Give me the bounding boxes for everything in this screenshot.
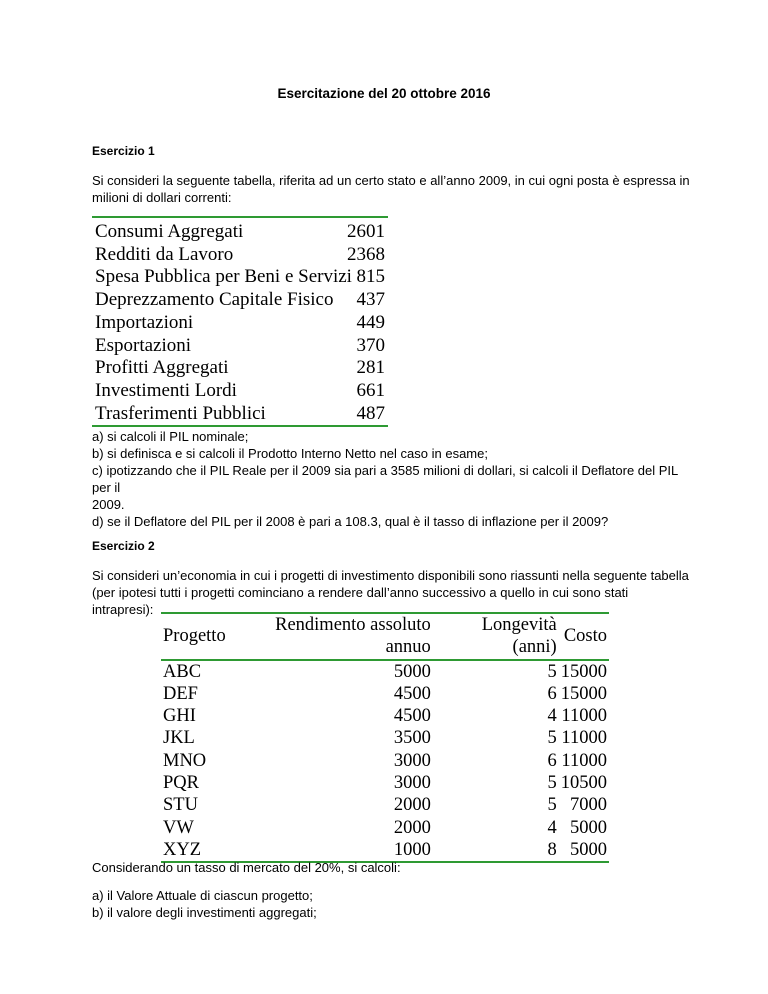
exercise-2-question-a: a) il Valore Attuale di ciascun progetto; [92,888,313,903]
exercise-2-intro-line-1: Si consideri un’economia in cui i progetti di investimento disponibili sono riassunti nella seguente tabella [92,568,689,583]
table-row [161,660,609,683]
cell-rendimento: 4500 [393,706,431,727]
row-label: Esportazioni [95,334,192,356]
exercise-2-heading: Esercizio 2 [92,539,155,553]
table-header-row [161,614,609,660]
table-row [92,357,388,380]
exercise-1-question-b: b) si definisca e si calcoli il Prodotto Interno Netto nel caso in esame; [92,446,488,461]
column-header-rendimento: Rendimento assoluto annuo [228,614,433,660]
row-value: 661 [356,379,385,401]
table-row [92,403,388,426]
row-label: Redditi da Lavoro [95,243,234,265]
row-value: 2601 [347,221,385,242]
row-label: Importazioni [95,311,194,333]
cell-progetto: XYZ [163,839,202,860]
table-row [161,794,609,816]
table-row [161,683,609,705]
cell-costo: 5000 [570,839,607,860]
exercise-1-heading: Esercizio 1 [92,144,155,158]
row-label: Consumi Aggregati [95,221,244,242]
cell-longevita: 5 [547,661,557,682]
cell-progetto: ABC [163,661,202,682]
cell-rendimento: 3500 [393,728,431,749]
cell-longevita: 5 [547,728,557,749]
column-header-progetto: Progetto [161,614,228,660]
cell-costo: 15000 [560,683,607,704]
cell-costo: 15000 [560,661,607,682]
row-value: 370 [356,334,385,356]
exercise-2-rate-statement: Considerando un tasso di mercato del 20%, si calcoli: [92,860,401,875]
table-row [92,380,388,403]
cell-rendimento: 5000 [393,661,431,682]
table-row [92,266,388,289]
exercise-1-intro-line-2: milioni di dollari correnti: [92,190,232,205]
exercise-1-question-c-line-2: 2009. [92,497,125,512]
cell-rendimento: 2000 [393,817,431,838]
exercise-2-intro-line-2: (per ipotesi tutti i progetti cominciano a rendere dall’anno successivo a quello in cui sono stati intrapresi): [92,585,629,617]
investment-projects-table [161,612,609,863]
column-header-longevita: Longevità (anni) [433,614,559,660]
row-value: 437 [356,289,385,311]
row-label: Spesa Pubblica per Beni e Servizi [95,266,352,288]
exercise-2-intro [92,567,692,618]
table-row [92,335,388,358]
cell-progetto: DEF [163,683,198,704]
row-value: 815 [356,266,385,288]
table-row [161,839,609,861]
cell-progetto: PQR [163,773,199,794]
row-label: Profitti Aggregati [95,357,229,379]
row-value: 281 [356,357,385,379]
cell-longevita: 4 [547,706,557,727]
cell-progetto: VW [163,817,194,838]
table-row [161,817,609,839]
national-accounts-table [92,216,388,427]
cell-rendimento: 3000 [393,773,431,794]
row-value: 2368 [347,243,385,265]
cell-longevita: 8 [547,839,557,860]
cell-longevita: 4 [547,817,557,838]
cell-progetto: MNO [163,750,207,771]
table-row [161,705,609,727]
row-value: 487 [356,402,385,424]
cell-costo: 7000 [570,795,607,816]
cell-rendimento: 2000 [393,795,431,816]
cell-longevita: 5 [547,773,557,794]
exercise-1-question-a: a) si calcoli il PIL nominale; [92,429,249,444]
exercise-1-questions [92,428,692,530]
exercise-1-intro [92,172,692,206]
row-label: Investimenti Lordi [95,379,237,401]
cell-costo: 11000 [561,750,607,771]
cell-longevita: 6 [547,750,557,771]
table-row [92,312,388,335]
cell-rendimento: 1000 [393,839,431,860]
cell-progetto: JKL [163,728,195,749]
cell-costo: 11000 [561,706,607,727]
cell-progetto: STU [163,795,198,816]
cell-costo: 5000 [570,817,607,838]
cell-rendimento: 3000 [393,750,431,771]
cell-longevita: 5 [547,795,557,816]
exercise-2-question-b: b) il valore degli investimenti aggregati; [92,905,317,920]
row-value: 449 [356,311,385,333]
table-row [161,750,609,772]
exercise-1-intro-line-1: Si consideri la seguente tabella, riferita ad un certo stato e all’anno 2009, in cui ogni posta è espressa in [92,173,690,188]
cell-costo: 11000 [561,728,607,749]
table-row [92,289,388,312]
column-header-costo: Costo [559,614,609,660]
table-row [92,244,388,267]
exercise-1-question-c-line-1: c) ipotizzando che il PIL Reale per il 2009 sia pari a 3585 milioni di dollari, si calcoli il Deflatore del PIL per il [92,463,678,495]
table-row [161,772,609,794]
table-row [161,727,609,749]
exercise-1-question-d: d) se il Deflatore del PIL per il 2008 è pari a 108.3, qual è il tasso di inflazione per il 2009? [92,514,609,529]
row-label: Deprezzamento Capitale Fisico [95,289,334,311]
cell-costo: 10500 [560,773,607,794]
cell-progetto: GHI [163,706,196,727]
cell-longevita: 6 [547,683,557,704]
table-row [92,221,388,244]
exercise-2-questions [92,887,692,921]
row-label: Trasferimenti Pubblici [95,402,266,424]
cell-rendimento: 4500 [393,683,431,704]
document-title: Esercitazione del 20 ottobre 2016 [277,86,491,101]
